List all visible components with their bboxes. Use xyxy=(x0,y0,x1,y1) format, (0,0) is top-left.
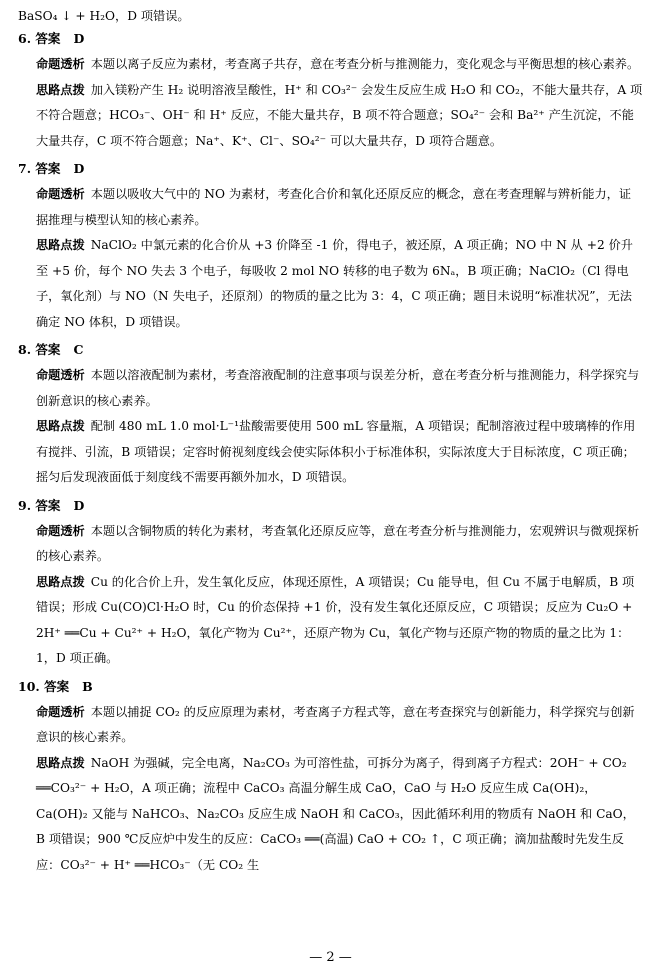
solution-paragraph xyxy=(18,78,643,155)
solution-text: NaOH 为强碱，完全电离，Na₂CO₃ 为可溶性盐，可拆分为离子，得到离子方程式：2OH⁻ + CO₂ ══CO₃²⁻ + H₂O，A 项正确；流程中 CaCO₃ 高温分解生成 CaO，CaO 与 H₂O 反应生成 Ca(OH)₂，Ca(OH)₂ 又能与 NaHCO₃、Na₂CO₃ 反应生成 NaOH 和 CaCO₃，因此循环利用的物质有 NaOH 和 CaO，B 项错误；900 ℃反应炉中发生的反应：CaCO₃ ══(高温) CaO + CO₂ ↑，C 项正确；滴加盐酸时先发生反应：CO₃²⁻ + H⁺ ══HCO₃⁻（无 CO₂ 生 xyxy=(36,755,635,872)
analysis-label: 命题透析 xyxy=(36,187,85,201)
analysis-text: 本题以捕捉 CO₂ 的反应原理为素材，考查离子方程式等，意在考查探究与创新能力，科学探究与创新意识的核心素养。 xyxy=(36,704,635,744)
question-number: 9. 答案 xyxy=(18,497,61,513)
solution-paragraph xyxy=(18,570,643,672)
answer-item-10 xyxy=(18,674,643,879)
solution-label: 思路点拨 xyxy=(36,419,85,433)
analysis-text: 本题以离子反应为素材，考查离子共存，意在考查分析与推测能力，变化观念与平衡思想的核心素养。 xyxy=(90,57,640,71)
answer-item-9 xyxy=(18,493,643,672)
solution-label: 思路点拨 xyxy=(36,82,85,97)
analysis-text: 本题以含铜物质的转化为素材，考查氧化还原反应等，意在考查分析与推测能力，宏观辨识与微观探析的核心素养。 xyxy=(36,523,640,563)
solution-paragraph xyxy=(18,414,643,491)
analysis-paragraph xyxy=(18,363,643,414)
page-number-text: — 2 — xyxy=(309,950,352,965)
answer-item-7 xyxy=(18,156,643,335)
answer-letter: D xyxy=(73,31,85,46)
answer-letter: C xyxy=(73,342,84,357)
answer-letter: D xyxy=(73,161,85,176)
answer-heading xyxy=(18,674,643,700)
analysis-paragraph xyxy=(18,52,643,78)
analysis-label: 命题透析 xyxy=(36,523,85,538)
answer-heading xyxy=(18,337,643,363)
answer-heading xyxy=(18,156,643,182)
solution-label: 思路点拨 xyxy=(36,238,85,252)
answer-heading xyxy=(18,493,643,519)
solution-label: 思路点拨 xyxy=(36,755,85,770)
page-number xyxy=(0,950,661,965)
solution-label: 思路点拨 xyxy=(36,574,85,589)
question-number: 7. 答案 xyxy=(18,161,61,176)
solution-text: NaClO₂ 中氯元素的化合价从 +3 价降至 -1 价，得电子，被还原，A 项正确；NO 中 N 从 +2 价升至 +5 价，每个 NO 失去 3 个电子，每吸收 2 mol NO 转移的电子数为 6Nₐ，B 项正确；NaClO₂（Cl 得电子，氧化剂）与 NO（N 失电子，还原剂）的物质的量之比为 3：4，C 项正确；题目未说明“标准状况”，无法确定 NO 体积，D 项错误。 xyxy=(36,238,633,329)
answer-heading xyxy=(18,26,643,52)
solution-paragraph xyxy=(18,233,643,335)
analysis-text: 本题以溶液配制为素材，考查溶液配制的注意事项与误差分析，意在考查分析与推测能力，科学探究与创新意识的核心素养。 xyxy=(36,368,640,408)
analysis-text: 本题以吸收大气中的 NO 为素材，考查化合价和氧化还原反应的概念，意在考查理解与辨析能力，证据推理与模型认知的核心素养。 xyxy=(36,187,632,227)
solution-text: 加入镁粉产生 H₂ 说明溶液呈酸性，H⁺ 和 CO₃²⁻ 会发生反应生成 H₂O 和 CO₂，不能大量共存，A 项不符合题意；HCO₃⁻、OH⁻ 和 H⁺ 反应，不能大量共存，B 项不符合题意；SO₄²⁻ 会和 Ba²⁺ 产生沉淀，不能大量共存，C 项不符合题意；Na⁺、K⁺、Cl⁻、SO₄²⁻ 可以大量共存，D 项符合题意。 xyxy=(36,82,643,148)
analysis-label: 命题透析 xyxy=(36,57,85,71)
answer-letter: D xyxy=(73,497,85,513)
solution-paragraph xyxy=(18,751,643,879)
solution-text: Cu 的化合价上升，发生氧化反应，体现还原性，A 项错误；Cu 能导电，但 Cu 不属于电解质，B 项错误；形成 Cu(CO)Cl·H₂O 时，Cu 的价态保持 +1 价，没有发生氧化还原反应，C 项错误；反应为 Cu₂O + 2H⁺ ══Cu + Cu²⁺ + H₂O，氧化产物为 Cu²⁺，还原产物为 Cu，氧化产物与还原产物的物质的量之比为 1：1，D 项正确。 xyxy=(36,574,635,665)
continuation-line: BaSO₄ ↓ + H₂O，D 项错误。 xyxy=(18,9,190,23)
solution-text: 配制 480 mL 1.0 mol·L⁻¹盐酸需要使用 500 mL 容量瓶，A 项错误；配制溶液过程中玻璃棒的作用有搅拌、引流，B 项错误；定容时俯视刻度线会使实际体积小于标准体积，实际浓度大于目标浓度，C 项正确；摇匀后发现液面低于刻度线不需要再额外加水，D 项错误。 xyxy=(36,419,636,484)
analysis-label: 命题透析 xyxy=(36,704,85,719)
answer-letter: B xyxy=(82,678,93,694)
analysis-paragraph xyxy=(18,700,643,751)
question-number: 6. 答案 xyxy=(18,31,61,46)
analysis-paragraph xyxy=(18,519,643,570)
answer-item-8 xyxy=(18,337,643,491)
analysis-label: 命题透析 xyxy=(36,368,85,382)
answer-item-6 xyxy=(18,26,643,154)
analysis-paragraph xyxy=(18,182,643,233)
question-number: 10. 答案 xyxy=(18,678,70,694)
question-number: 8. 答案 xyxy=(18,342,61,357)
